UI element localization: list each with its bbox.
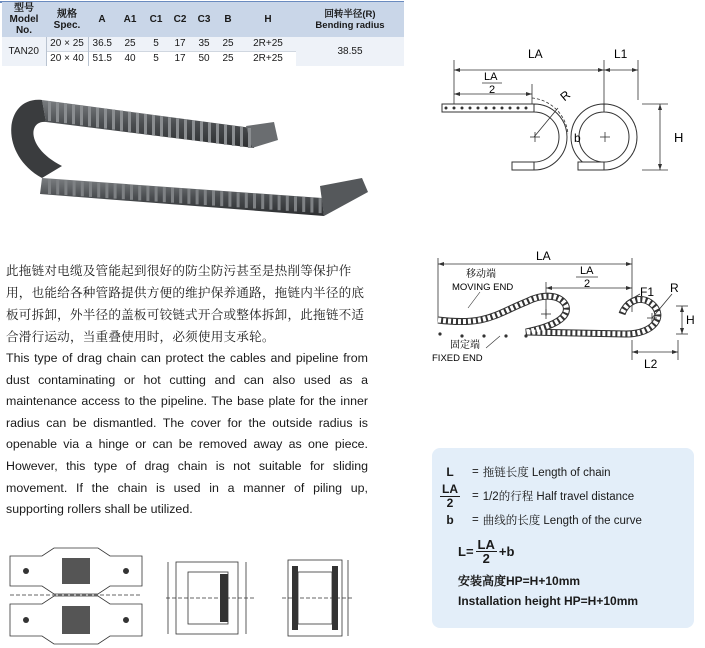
cell-a: 51.5: [88, 52, 116, 67]
chain-link: [237, 192, 240, 207]
header-h: H: [240, 2, 296, 37]
label-la-half-den: 2: [489, 84, 496, 96]
legend-text-half: 1/2的行程 Half travel distance: [482, 491, 635, 503]
cell-spec: 20 × 25: [46, 37, 88, 52]
cell-a1: 25: [116, 37, 144, 52]
legend-half-num: LA: [442, 482, 458, 496]
cell-c1: 5: [144, 37, 168, 52]
header-spec-en: Spec.: [53, 19, 81, 31]
header-radius: [296, 2, 404, 37]
chain-pin: [445, 107, 448, 110]
chain-link: [302, 197, 305, 212]
chain-link: [56, 180, 59, 195]
chain-link: [144, 114, 147, 134]
link-drawing-side: [158, 552, 262, 644]
label-fixed-cn: 固定端: [450, 340, 480, 351]
chain-link: [160, 116, 163, 136]
header-model-en: Model No.: [9, 14, 39, 36]
chain-pin: [469, 107, 472, 110]
drag-chain-photo: [2, 82, 372, 222]
spec-table: [2, 2, 404, 66]
chain-link: [112, 110, 115, 130]
chain-link: [146, 186, 149, 201]
chain-pin: [509, 107, 512, 110]
chain-link: [73, 181, 76, 196]
install-height-cn: 安装高度HP=H+10mm: [458, 574, 581, 588]
chain-link: [310, 198, 313, 213]
chain-link: [228, 192, 231, 207]
legend-box: [432, 448, 694, 628]
link-drawing-section: [278, 552, 358, 644]
install-height-en: Installation height HP=H+10mm: [458, 594, 639, 608]
chain-link: [88, 106, 91, 126]
label-moving-cn: 移动端: [466, 269, 496, 280]
chain-link: [122, 184, 125, 199]
table-row: [2, 37, 404, 52]
chain-link: [72, 104, 75, 124]
chain-link: [128, 112, 131, 132]
label-la: LA: [536, 249, 551, 263]
legend-row-length: [432, 464, 611, 480]
chain-pin: [461, 107, 464, 110]
formula-rhs: +b: [498, 544, 515, 559]
chain-link: [81, 181, 84, 196]
chain-link: [104, 109, 107, 129]
chain-pin: [501, 107, 504, 110]
chain-pin: [493, 107, 496, 110]
chain-link: [179, 188, 182, 203]
chain-link: [155, 187, 158, 202]
chain-pin: [517, 107, 520, 110]
table-header-row: [2, 2, 404, 37]
chain-link: [136, 113, 139, 133]
chain-link: [48, 179, 51, 194]
dimension-diagram-top: [428, 38, 698, 188]
chain-pin: [453, 107, 456, 110]
chain-link: [171, 188, 174, 203]
header-spec: [46, 2, 88, 37]
header-radius-en: Bending radius: [315, 19, 385, 31]
label-r: R: [557, 87, 574, 104]
chain-link: [248, 128, 251, 148]
cell-c1: 5: [144, 52, 168, 67]
label-moving-en: MOVING END: [452, 282, 514, 293]
chain-link: [269, 195, 272, 210]
chain-link: [294, 196, 297, 211]
cell-b: 25: [216, 52, 240, 67]
chain-pin: [485, 107, 488, 110]
chain-link: [187, 189, 190, 204]
dimension-diagram-moving: [426, 244, 702, 374]
chain-link: [80, 105, 83, 125]
label-h: H: [686, 313, 695, 327]
cell-c2: 17: [168, 52, 192, 67]
header-b: B: [216, 2, 240, 37]
label-l1: L1: [614, 47, 628, 61]
header-spec-cn: 规格: [57, 8, 77, 20]
label-la-half-den: 2: [584, 278, 591, 290]
legend-equals: =: [472, 466, 479, 478]
chain-link: [224, 125, 227, 145]
legend-equals: =: [472, 514, 479, 526]
chain-link: [105, 183, 108, 198]
legend-text-curve: 曲线的长度 Length of the curve: [482, 515, 642, 527]
legend-symbol-b: b: [446, 513, 454, 527]
label-fixed-en: FIXED END: [432, 353, 483, 364]
header-c1: C1: [144, 2, 168, 37]
header-model-cn: 型号: [14, 3, 34, 14]
chain-pin: [525, 107, 528, 110]
header-radius-cn: 回转半径(R): [324, 8, 376, 20]
label-la-half-num: LA: [484, 71, 498, 83]
chain-link: [97, 182, 100, 197]
chain-link: [232, 126, 235, 146]
chain-link: [253, 194, 256, 209]
legend-symbol-half: [432, 482, 468, 510]
cell-a1: 40: [116, 52, 144, 67]
formula-num: LA: [477, 537, 495, 552]
label-f1: F1: [640, 285, 655, 299]
chain-link: [240, 127, 243, 147]
header-a1: A1: [116, 2, 144, 37]
legend-row-half: [432, 482, 634, 510]
chain-link: [168, 117, 171, 137]
chain-link: [89, 182, 92, 197]
chain-link: [64, 180, 67, 195]
chain-link: [200, 122, 203, 142]
legend-text-length: 拖链长度 Length of chain: [482, 467, 611, 479]
formula-den: 2: [482, 551, 490, 566]
header-c3: C3: [192, 2, 216, 37]
chain-link: [130, 185, 133, 200]
cell-h: 2R+25: [240, 37, 296, 52]
chain-link: [96, 107, 99, 127]
legend-symbol-l: L: [446, 465, 454, 479]
label-b: b: [574, 131, 581, 145]
chain-link: [204, 190, 207, 205]
chain-link: [208, 123, 211, 143]
label-r: R: [670, 281, 679, 295]
cell-c3: 50: [192, 52, 216, 67]
chain-link: [286, 196, 289, 211]
cell-h: 2R+25: [240, 52, 296, 67]
label-la-half-num: LA: [580, 265, 594, 277]
chain-link: [56, 102, 59, 122]
chain-link: [245, 193, 248, 208]
cell-spec: 20 × 40: [46, 52, 88, 67]
header-c2: C2: [168, 2, 192, 37]
cell-c3: 35: [192, 37, 216, 52]
chain-link: [192, 120, 195, 140]
chain-link: [152, 115, 155, 135]
cell-c2: 17: [168, 37, 192, 52]
chain-link: [184, 119, 187, 139]
chain-link: [114, 184, 117, 199]
chain-link: [319, 198, 322, 213]
cell-model: TAN20: [2, 37, 46, 66]
description-cn: 此拖链对电缆及管能起到很好的防尘防污甚至是热削等保护作用，也能给各种管路提供方便的维护保养通路，拖链内半径的底板可拆卸，外半径的盖板可铰链式开合或整体拆卸，此拖链不适合滑行运动，当重叠使用时，必须使用支承轮。: [6, 264, 365, 344]
legend-row-curve: [432, 512, 642, 528]
chain-link: [163, 187, 166, 202]
label-l2: L2: [644, 357, 658, 371]
formula-lhs: L=: [458, 544, 474, 559]
chain-link: [261, 194, 264, 209]
chain-link: [278, 195, 281, 210]
chain-link: [212, 191, 215, 206]
cell-b: 25: [216, 37, 240, 52]
chain-link: [64, 103, 67, 123]
header-model: [2, 2, 46, 37]
chain-link: [220, 191, 223, 206]
header-a: A: [88, 2, 116, 37]
cell-a: 36.5: [88, 37, 116, 52]
label-la: LA: [528, 47, 543, 61]
label-h: H: [674, 130, 684, 145]
chain-link: [176, 118, 179, 138]
chain-link: [48, 101, 51, 121]
chain-link: [120, 111, 123, 131]
chain-link: [196, 189, 199, 204]
chain-link: [138, 185, 141, 200]
legend-formula: [458, 538, 514, 565]
chain-link: [216, 124, 219, 144]
legend-equals: =: [472, 490, 479, 502]
description-en: This type of drag chain can protect the cables and pipeline from dust contaminating or hot cutting and can also used as a maintenance access to the pipeline. The base plate for the inner radius can be dismantled. The cover for the outside radius is openable via a hinge or can be removed away as one piece. However, this type of drag chain is not suitable for sliding movement. If the chain is used in a manner of piling up, supporting rollers shall be utilized.: [6, 351, 368, 517]
legend-half-den: 2: [446, 496, 454, 510]
cell-radius: 38.55: [296, 37, 404, 66]
chain-pin: [477, 107, 480, 110]
link-drawing-front: [2, 546, 152, 646]
